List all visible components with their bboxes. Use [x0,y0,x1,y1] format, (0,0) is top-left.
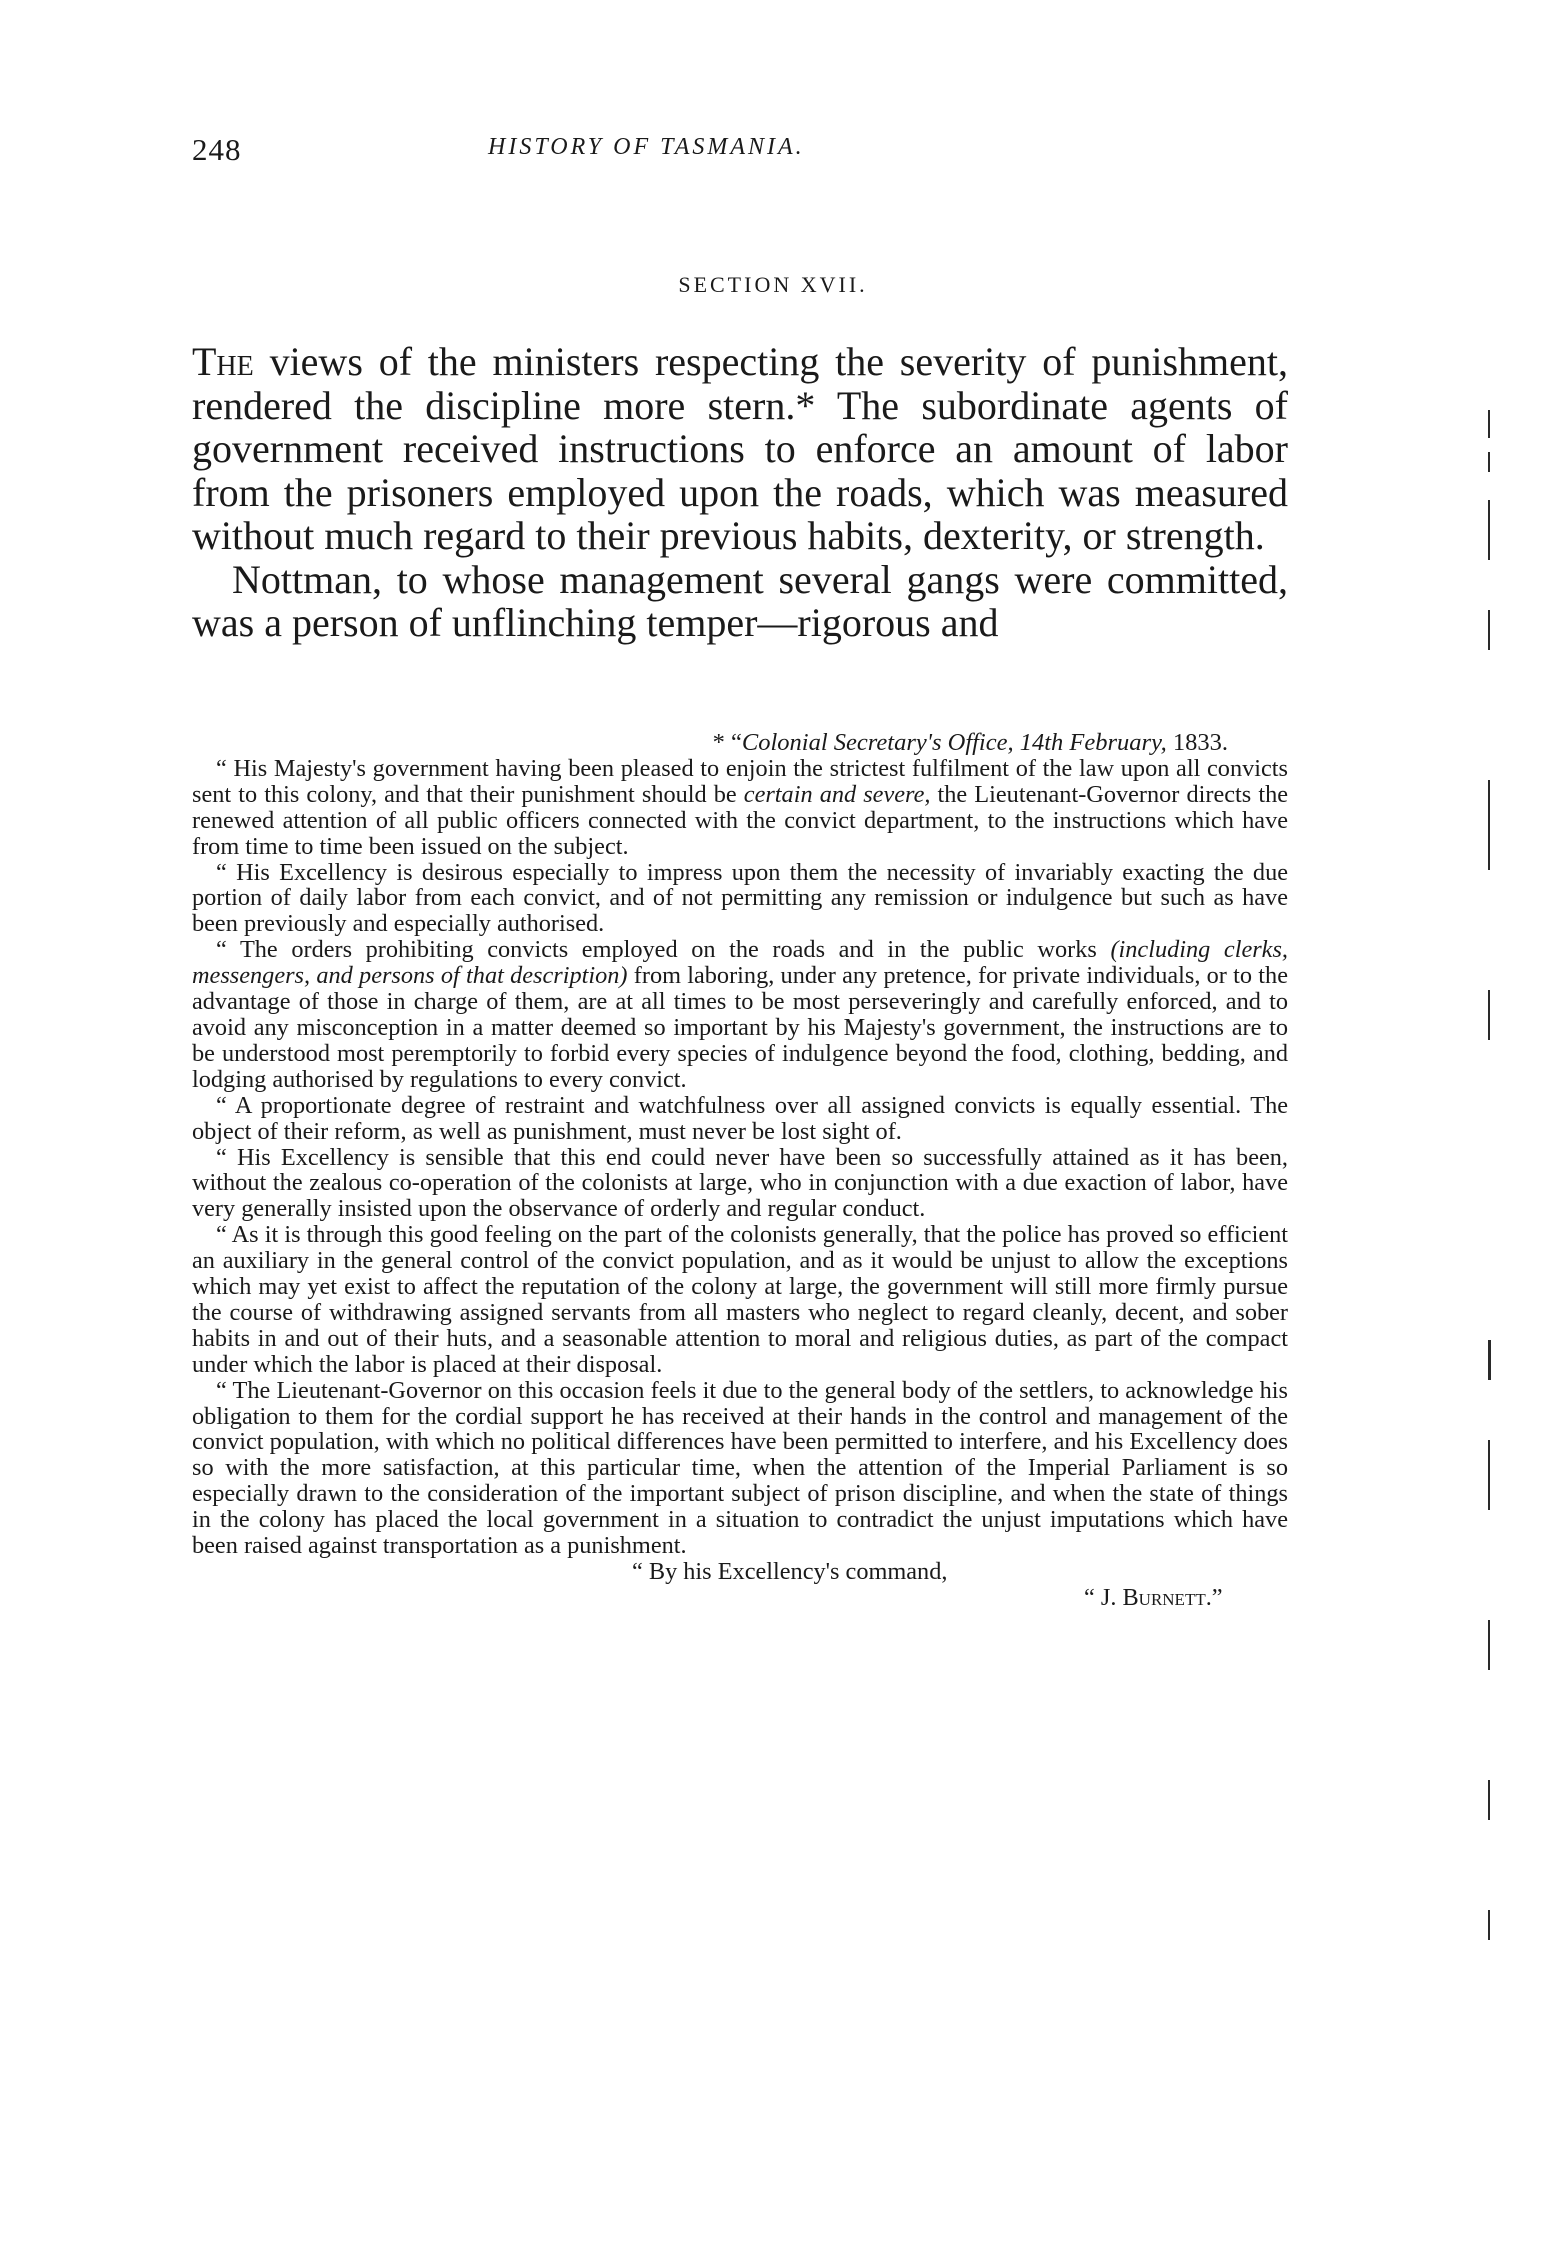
margin-mark [1488,780,1490,870]
footnote-text: “ The orders prohibiting convicts employed on the roads and in the public works [216,936,1111,964]
margin-mark [1488,500,1490,560]
footnote-paragraph-1 [192,756,1288,860]
footnote-marker: * “ [712,729,742,756]
margin-mark [1488,610,1490,650]
footnote-emphasis: (including clerks, messengers, and persons of that description) [192,936,1288,990]
footnote-paragraph-4: “ A proportionate degree of restraint and watchfulness over all assigned convicts is equally essential. The object of their reform, as well as punishment, must never be lost sight of. [192,1091,1288,1145]
margin-mark [1488,1910,1490,1940]
footnote-paragraph-2: “ His Excellency is desirous especially to impress upon them the necessity of invariably exacting the due portion of daily labor from each convict, and of not permitting any remission or indulgence but such as have been previously and especially authorised. [192,858,1288,938]
footnote-paragraph-6: “ As it is through this good feeling on the part of the colonists generally, that the police has proved so efficient an auxiliary in the general control of the convict population, and as it would be unjust to allow the exceptions which may yet exist to affect the reputation of the colony at large, the government will still more firmly pursue the course of withdrawing assigned servants from all masters who neglect to regard cleanly, decent, and sober habits in and out of their huts, and a seasonable attention to moral and religious duties, as part of the compact under which the labor is placed at their disposal. [192,1221,1288,1378]
section-title: SECTION XVII. [678,272,868,297]
footnote-signoff: “ By his Excellency's command, [632,1558,948,1585]
footnote-date: 14th February, [1013,729,1167,756]
margin-mark [1488,990,1490,1040]
footnote-text: from laboring, under any pretence, for private individuals, or to the advantage of those in charge of them, are at all times to be most perseveringly and carefully enforced, and to avoid any misconception in a matter deemed so important by his Majesty's government, the instructions are to be understood most peremptorily to forbid every species of indulgence beyond the food, clothing, bedding, and lodging authorised by regulations to every convict. [192,962,1288,1093]
main-text [192,340,1288,645]
running-title: HISTORY OF TASMANIA. [488,134,805,160]
footnote-paragraph-3 [192,937,1288,1092]
margin-mark [1488,1340,1491,1380]
margin-mark [1488,1440,1490,1510]
body-paragraph-2: Nottman, to whose management several gangs were committed, was a person of unflinching temper—rigorous and [192,556,1288,645]
paragraph-lead-word: The [192,339,254,384]
footnote-emphasis: certain and severe, [743,780,931,808]
body-paragraph-1 [192,340,1288,558]
margin-mark [1488,452,1490,472]
page-number: 248 [192,132,242,167]
margin-mark [1488,1780,1490,1820]
signature-name: “ J. Burnett.” [1084,1583,1223,1611]
margin-mark [1488,1620,1490,1670]
footnote-paragraph-7: “ The Lieutenant-Governor on this occasion feels it due to the general body of the settlers, to acknowledge his obligation to them for the cordial support he has received at their hands in the control and management of the convict population, with which no political differences have been permitted to interfere, and his Excellency does so with the more satisfaction, at this particular time, when the attention of the Imperial Parliament is so especially drawn to the consideration of the important subject of prison discipline, and when the state of things in the colony has placed the local government in a situation to contradict the unjust imputations which have been raised against transportation as a punishment. [192,1376,1288,1560]
footnote-text: the Lieutenant-Governor directs the renewed attention of all public officers connected with the convict department, to the instructions which have from time to time been issued on the subject. [192,780,1289,860]
footnote [192,730,1288,1611]
running-head [192,132,1292,172]
footnote-paragraph-5: “ His Excellency is sensible that this end could never have been so successfully attained as it has been, without the zealous co-operation of the colonists at large, who in conjunction with a due exaction of labor, have very generally insisted upon the observance of orderly and regular conduct. [192,1143,1288,1223]
paragraph-text: views of the ministers respecting the severity of punishment, rendered the discipline more stern.* The subordinate agents of government received instructions to enforce an amount of labor from the prisoners employed upon the roads, which was measured without much regard to their previous habits, dexterity, or strength. [192,339,1288,558]
footnote-year: 1833. [1166,729,1228,756]
margin-mark [1488,410,1490,438]
footnote-signature [192,1585,1288,1611]
footnote-heading [192,730,1288,756]
footnote-text: “ His Majesty's government having been pleased to enjoin the strictest fulfilment of the law upon all convicts sent to this colony, and that their punishment should be [192,754,1288,808]
scan-margin-marks [1488,380,1528,2180]
footnote-office: Colonial Secretary's Office, [741,729,1014,756]
